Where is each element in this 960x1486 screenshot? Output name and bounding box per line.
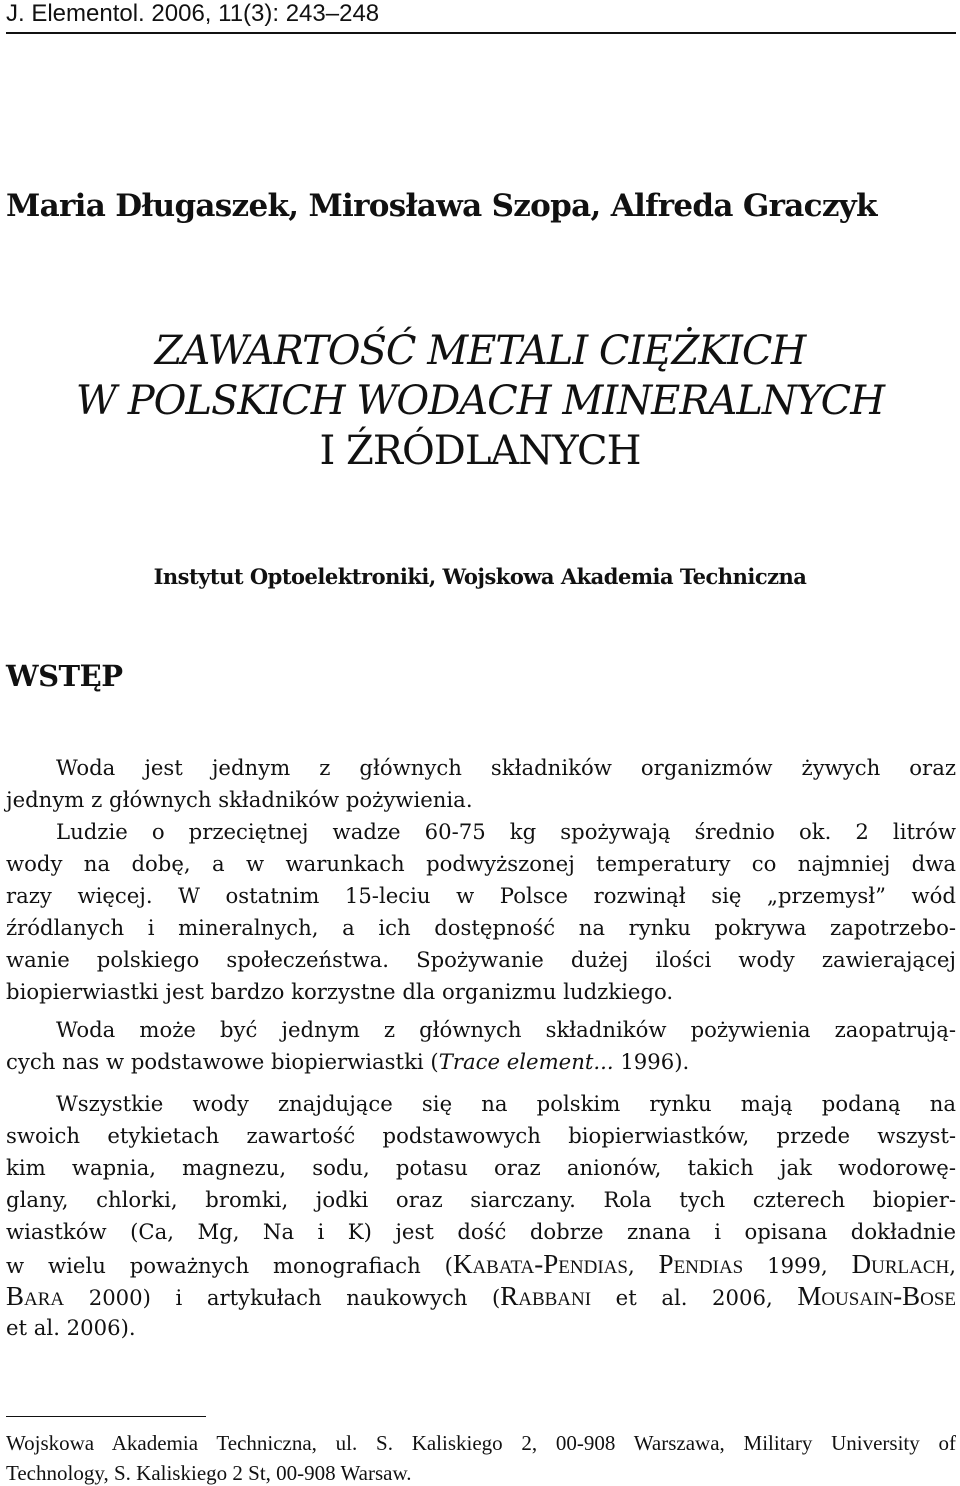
text-line: wody na dobę, a w warunkach podwyższonej temperatury co najmniej dwa — [6, 851, 956, 876]
text-line: swoich etykietach zawartość podstawowych biopierwiastków, przede wszyst- — [6, 1123, 956, 1148]
introduction-text-continued — [6, 1088, 956, 1344]
introduction-text — [6, 752, 956, 1078]
text-line: glany, chlorki, bromki, jodki oraz siarczany. Rola tych czterech biopier- — [6, 1187, 956, 1212]
text-line: kim wapnia, magnezu, sodu, potasu oraz anionów, takich jak wodorowę- — [6, 1155, 956, 1180]
text-line: Woda może być jednym z głównych składników pożywienia zaopatrują- — [56, 1017, 956, 1042]
ref-year: 1999, — [743, 1253, 852, 1278]
text-line-with-citation — [6, 1046, 956, 1078]
footnote-line: Technology, S. Kaliskiego 2 St, 00-908 Warsaw. — [6, 1461, 412, 1485]
ref-year: et al. 2006, — [591, 1285, 798, 1310]
ref-author-kabata-pendias: Kabata-Pendias — [452, 1249, 628, 1279]
article-authors: Maria Długaszek, Mirosława Szopa, Alfreda Graczyk — [6, 188, 877, 224]
ref-text: 2000) i artykułach naukowych ( — [64, 1285, 501, 1310]
article-affiliation: Instytut Optoelektroniki, Wojskowa Akademia Techniczna — [153, 564, 807, 589]
ref-author-pendias: Pendias — [658, 1249, 744, 1279]
text-line: jednym z głównych składników pożywienia. — [6, 787, 473, 812]
ref-separator: , — [949, 1253, 956, 1278]
text-line: Woda jest jednym z głównych składników organizmów żywych oraz — [56, 755, 956, 780]
title-line-1: ZAWARTOŚĆ METALI CIĘŻKICH — [154, 328, 806, 374]
ref-author-mousain-bose: Mousain-Bose — [797, 1281, 957, 1311]
section-heading: WSTĘP — [6, 659, 123, 693]
text-line: biopierwiastki jest bardzo korzystne dla organizmu ludzkiego. — [6, 979, 674, 1004]
text-line-with-references — [6, 1280, 956, 1312]
text-line: źródlanych i mineralnych, a ich dostępność na rynku pokrywa zapotrzebo- — [6, 915, 956, 940]
ref-author-durlach: Durlach — [851, 1249, 950, 1279]
text-line: wiastków (Ca, Mg, Na i K) jest dość dobrze znana i opisana dokładnie — [6, 1219, 956, 1244]
citation-lead: cych nas w podstawowe biopierwiastki ( — [6, 1049, 439, 1074]
ref-author-bara: Bara — [6, 1281, 65, 1311]
header-rule — [6, 32, 956, 34]
title-line-3: I ŹRÓDLANYCH — [319, 428, 641, 474]
footnote-line: Wojskowa Akademia Techniczna, ul. S. Kaliskiego 2, 00-908 Warszawa, Military University of — [6, 1431, 956, 1455]
footnote — [6, 1428, 956, 1486]
ref-author-rabbani: Rabbani — [500, 1281, 592, 1311]
text-line: et al. 2006). — [6, 1315, 136, 1340]
ref-lead: w wielu poważnych monografiach ( — [6, 1253, 453, 1278]
article-title — [0, 326, 960, 476]
text-line: Ludzie o przeciętnej wadze 60-75 kg spożywają średnio ok. 2 litrów — [56, 819, 956, 844]
ref-separator: , — [627, 1253, 659, 1278]
running-header: J. Elementol. 2006, 11(3): 243–248 — [6, 0, 380, 27]
text-line: Wszystkie wody znajdujące się na polskim rynku mają podaną na — [56, 1091, 956, 1116]
text-line: wanie polskiego społeczeństwa. Spożywanie dużej ilości wody zawierającej — [6, 947, 956, 972]
citation-title: Trace element... — [438, 1049, 614, 1074]
citation-year: 1996). — [613, 1049, 690, 1074]
text-line-with-references — [6, 1248, 956, 1280]
footnote-rule — [6, 1416, 206, 1417]
title-line-2: W POLSKICH WODACH MINERALNYCH — [75, 378, 885, 424]
text-line: razy więcej. W ostatnim 15-leciu w Polsce rozwinął się „przemysł” wód — [6, 883, 956, 908]
